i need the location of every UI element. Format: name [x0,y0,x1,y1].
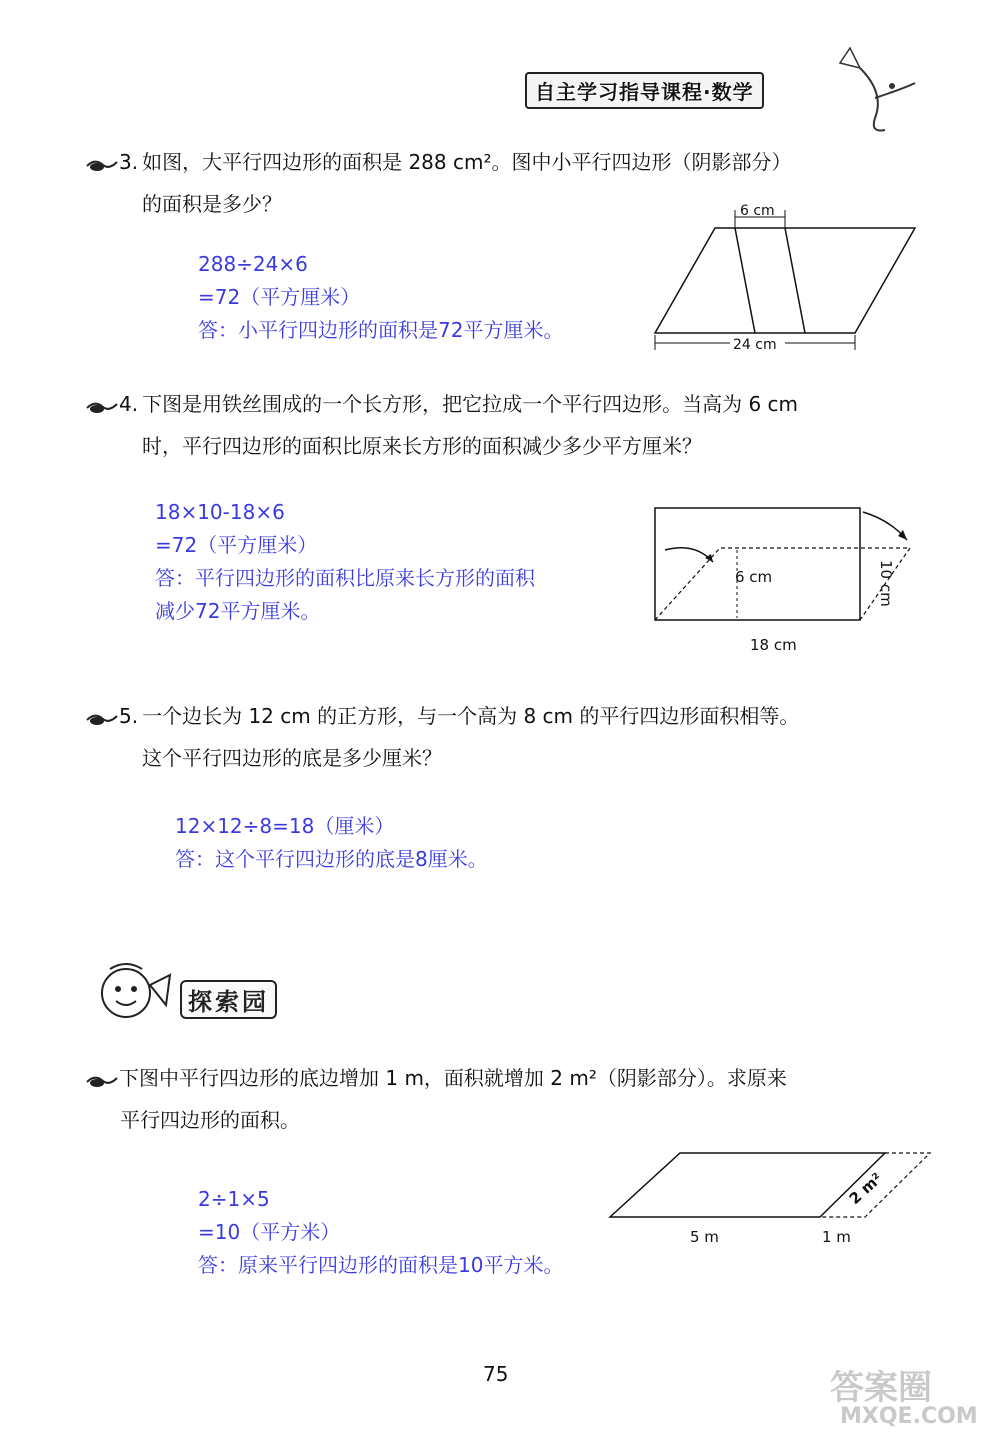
explore-question [85,1056,787,1100]
question-bullet-icon [85,156,119,172]
figure-height-label: 6 cm [735,568,773,586]
question-4-text-line1: 下图是用铁丝围成的一个长方形，把它拉成一个平行四边形。当高为 6 cm [142,392,799,416]
header-decoration-icon [830,38,920,138]
watermark-url: MXQE.COM [840,1404,978,1429]
page-header-title: 自主学习指导课程·数学 [525,72,764,109]
answer-line: 减少72平方厘米。 [155,599,321,623]
explore-text-line1: 下图中平行四边形的底边增加 1 m，面积就增加 2 m²（阴影部分）。求原来 [119,1066,787,1090]
question-5-text-line2: 这个平行四边形的底是多少厘米？ [142,746,442,770]
large-parallelogram [655,228,915,333]
question-3-text-line2: 的面积是多少？ [142,192,282,216]
question-5-number: 5. [119,704,139,728]
watermark-logo: 答案圈 [830,1368,932,1408]
question-3-text-line1: 如图，大平行四边形的面积是 288 cm²。图中小平行四边形（阴影部分） [142,150,792,174]
question-4-answer [155,496,535,628]
question-4 [85,382,798,426]
figure-base-label: 5 m [690,1228,719,1246]
answer-line: 答：平行四边形的面积比原来长方形的面积 [155,566,535,590]
answer-line: =72（平方厘米） [198,285,361,309]
figure-top-label: 6 cm [740,203,775,219]
figure-side-label: 10 cm [877,560,895,607]
figure-area-label: 2 m² [845,1169,886,1208]
explore-section-title: 探索园 [180,980,277,1019]
explore-figure [600,1145,940,1255]
answer-line: =72（平方厘米） [155,533,318,557]
figure-bottom-label: 24 cm [733,337,777,353]
figure-bottom-label: 18 cm [750,636,797,654]
answer-line: 18×10-18×6 [155,500,285,524]
explore-text-line2: 平行四边形的面积。 [120,1108,300,1132]
explore-mascot-icon [88,955,178,1025]
answer-line: 12×12÷8=18（厘米） [175,814,395,838]
question-bullet-icon [85,710,119,726]
question-bullet-icon [85,1072,119,1088]
answer-line: =10（平方米） [198,1220,341,1244]
question-5-text-line1: 一个边长为 12 cm 的正方形，与一个高为 8 cm 的平行四边形面积相等。 [142,704,800,728]
rectangle [655,508,860,620]
question-4-text-line2: 时，平行四边形的面积比原来长方形的面积减少多少平方厘米？ [142,434,702,458]
answer-line: 288÷24×6 [198,252,308,276]
question-3-number: 3. [119,150,139,174]
answer-line: 2÷1×5 [198,1187,270,1211]
original-parallelogram [610,1153,885,1217]
page-number: 75 [483,1362,509,1386]
question-4-figure [645,500,925,660]
question-5 [85,694,799,738]
question-5-answer [175,810,488,876]
question-bullet-icon [85,398,119,414]
answer-line: 答：小平行四边形的面积是72平方厘米。 [198,318,564,342]
question-3 [85,140,791,184]
question-3-answer [198,248,563,347]
dashed-parallelogram [655,548,910,620]
figure-extra-label: 1 m [822,1228,851,1246]
answer-line: 答：原来平行四边形的面积是10平方米。 [198,1253,564,1277]
question-3-figure [640,195,930,360]
explore-answer [198,1183,563,1282]
question-4-number: 4. [119,392,139,416]
answer-line: 答：这个平行四边形的底是8厘米。 [175,847,488,871]
